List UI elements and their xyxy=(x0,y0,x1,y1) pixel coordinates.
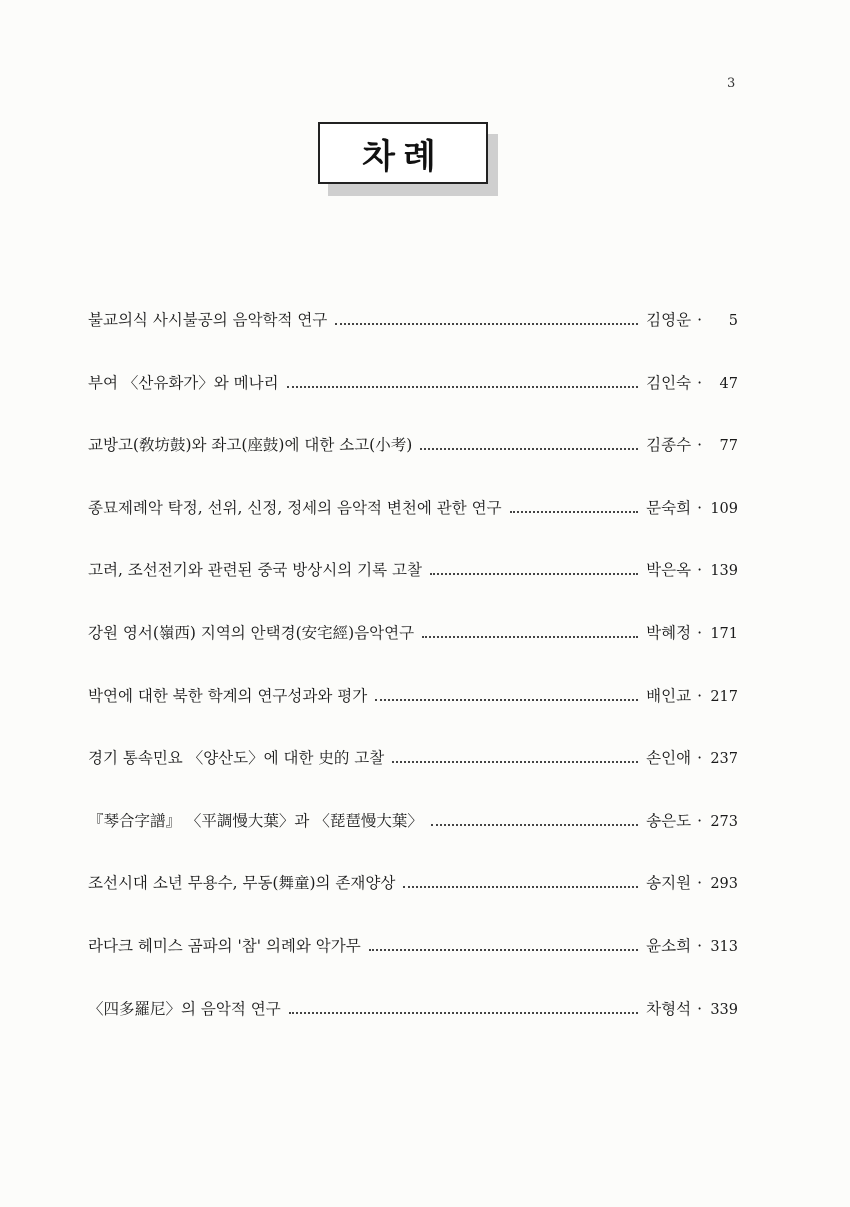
toc-entry-author: 송지원 xyxy=(646,874,692,893)
toc-entry[interactable] xyxy=(88,308,738,371)
toc-entry-page: 339 xyxy=(710,1001,738,1018)
toc-entry[interactable] xyxy=(88,433,738,496)
title-frame xyxy=(318,122,488,184)
toc-entry[interactable] xyxy=(88,558,738,621)
toc-entry-author: 송은도 xyxy=(646,811,692,830)
toc-entry[interactable] xyxy=(88,684,738,747)
toc-separator: · xyxy=(697,498,702,517)
toc-entry-title: 고려, 조선전기와 관련된 중국 방상시의 기록 고찰 xyxy=(88,561,422,580)
dot-leader xyxy=(289,1012,638,1014)
toc-entry[interactable] xyxy=(88,871,738,934)
toc-entry-author: 문숙희 xyxy=(646,498,692,517)
toc-separator: · xyxy=(697,874,702,893)
toc-entry-page: 139 xyxy=(710,563,738,580)
toc-entry-title: 라다크 헤미스 곰파의 '참' 의례와 악가무 xyxy=(88,936,361,955)
toc-separator: · xyxy=(697,686,702,705)
toc-separator: · xyxy=(697,311,702,329)
toc-entry-page: 47 xyxy=(719,375,738,392)
toc-entry-author: 박은옥 xyxy=(646,561,692,580)
toc-entry-author: 박혜정 xyxy=(646,623,692,642)
toc-separator: · xyxy=(697,999,702,1018)
toc-entry[interactable] xyxy=(88,371,738,434)
toc-entry[interactable] xyxy=(88,809,738,872)
dot-leader xyxy=(431,824,638,826)
toc-separator: · xyxy=(697,436,702,455)
toc-separator: · xyxy=(697,749,702,768)
toc-separator: · xyxy=(697,561,702,580)
toc-entry-author: 윤소희 xyxy=(646,936,692,955)
toc-entry-page: 293 xyxy=(710,876,738,893)
toc-entry[interactable] xyxy=(88,621,738,684)
dot-leader xyxy=(403,886,638,888)
toc-separator: · xyxy=(697,373,702,392)
dot-leader xyxy=(422,636,638,638)
page-title: 차례 xyxy=(318,122,488,184)
toc-entry[interactable] xyxy=(88,746,738,809)
toc-entry-author: 김인숙 xyxy=(646,373,692,392)
toc-entry-title: 조선시대 소년 무용수, 무동(舞童)의 존재양상 xyxy=(88,874,396,893)
toc-entry-title: 박연에 대한 북한 학계의 연구성과와 평가 xyxy=(88,686,368,705)
dot-leader xyxy=(420,448,638,450)
toc-entry-title: 부여 〈산유화가〉와 메나리 xyxy=(88,373,279,392)
toc-entry-page: 217 xyxy=(710,688,738,705)
toc-separator: · xyxy=(697,936,702,955)
toc-entry-title: 『琴合字譜』 〈平調慢大葉〉과 〈琵琶慢大葉〉 xyxy=(88,811,423,830)
toc-separator: · xyxy=(697,811,702,830)
toc-entry-page: 109 xyxy=(710,500,738,517)
toc-entry-page: 273 xyxy=(710,813,738,830)
dot-leader xyxy=(287,386,639,388)
table-of-contents xyxy=(88,308,738,1059)
toc-entry-title: 강원 영서(嶺西) 지역의 안택경(安宅經)음악연구 xyxy=(88,623,415,642)
toc-entry-page: 5 xyxy=(728,313,738,329)
dot-leader xyxy=(510,511,639,513)
toc-entry-page: 77 xyxy=(719,438,738,455)
toc-entry-author: 김영운 xyxy=(646,311,692,329)
dot-leader xyxy=(392,761,638,763)
dot-leader xyxy=(375,699,638,701)
toc-entry-author: 김종수 xyxy=(646,436,692,455)
toc-entry-author: 배인교 xyxy=(646,686,692,705)
toc-entry[interactable] xyxy=(88,934,738,997)
toc-entry-page: 313 xyxy=(710,938,738,955)
dot-leader xyxy=(369,949,638,951)
toc-separator: · xyxy=(697,623,702,642)
toc-entry-title: 종묘제례악 탁정, 선위, 신정, 정세의 음악적 변천에 관한 연구 xyxy=(88,498,502,517)
toc-entry-title: 교방고(敎坊鼓)와 좌고(座鼓)에 대한 소고(小考) xyxy=(88,436,413,455)
toc-entry-author: 손인애 xyxy=(646,749,692,768)
toc-entry-page: 237 xyxy=(710,751,738,768)
toc-entry-title: 〈四多羅尼〉의 음악적 연구 xyxy=(88,999,281,1018)
toc-entry[interactable] xyxy=(88,997,738,1060)
dot-leader xyxy=(335,323,638,325)
toc-entry-author: 차형석 xyxy=(646,999,692,1018)
toc-entry-title: 불교의식 사시불공의 음악학적 연구 xyxy=(88,311,328,329)
toc-entry-title: 경기 통속민요 〈양산도〉에 대한 史的 고찰 xyxy=(88,749,385,768)
toc-entry-page: 171 xyxy=(710,625,738,642)
page-number: 3 xyxy=(727,76,736,91)
toc-entry[interactable] xyxy=(88,496,738,559)
dot-leader xyxy=(430,573,638,575)
